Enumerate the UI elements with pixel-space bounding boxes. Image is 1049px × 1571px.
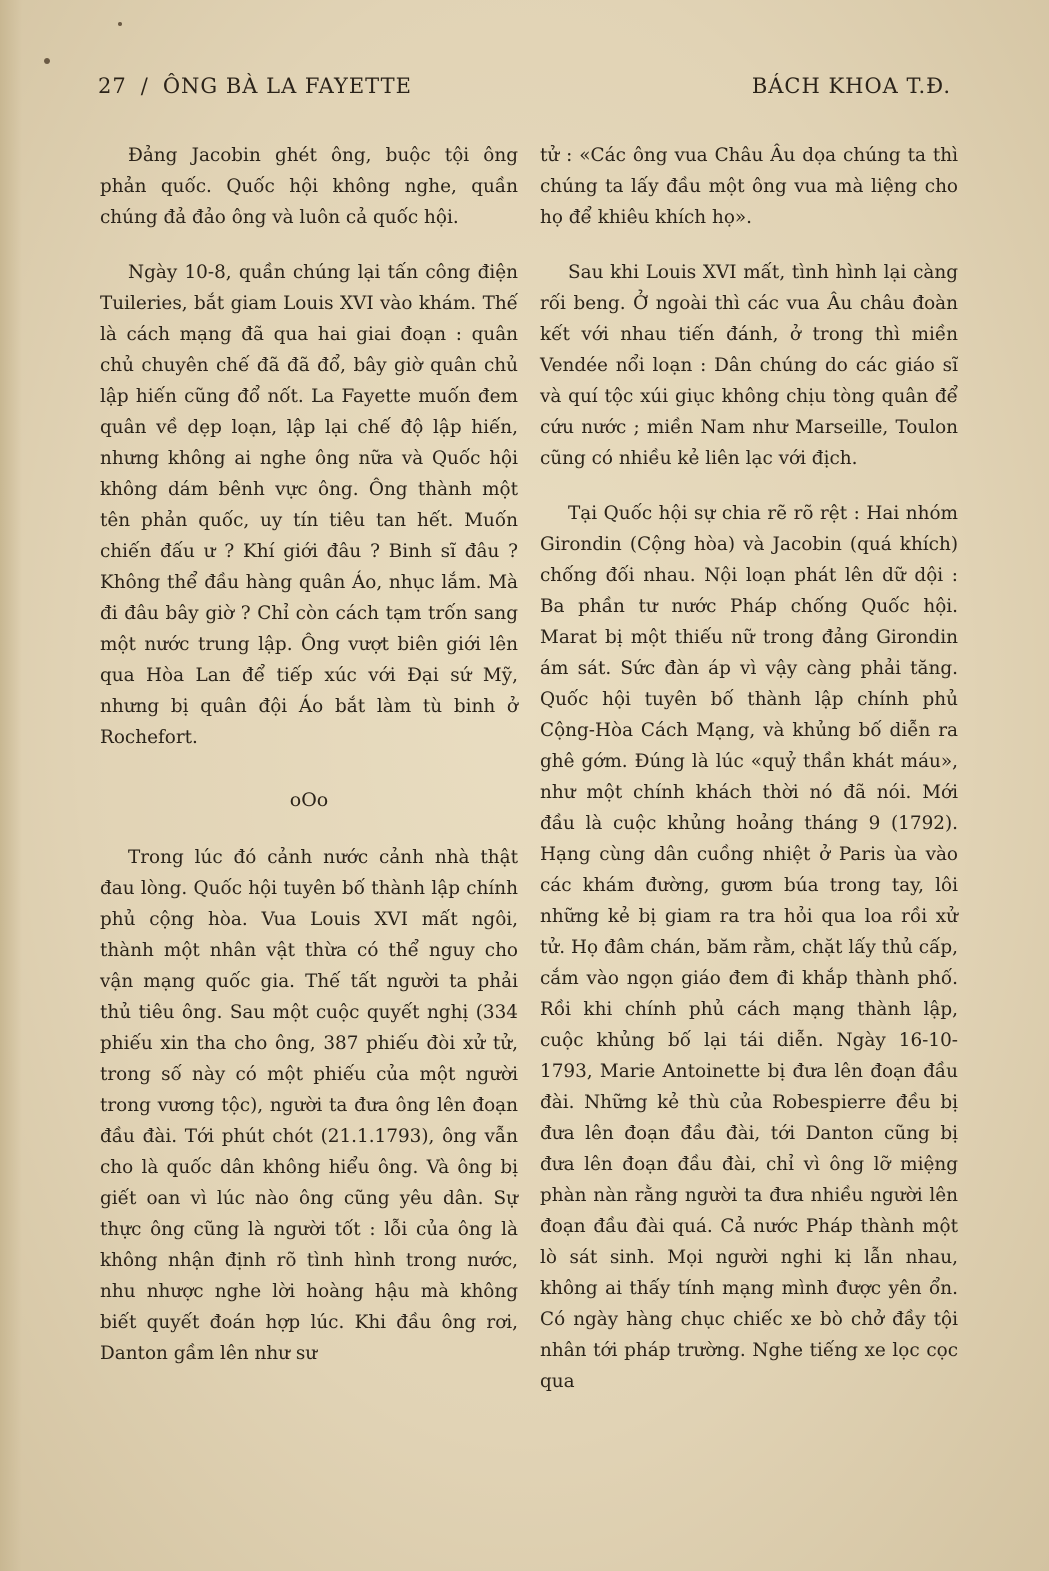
left-column [100, 140, 518, 1369]
paragraph: Trong lúc đó cảnh nước cảnh nhà thật đau lòng. Quốc hội tuyên bố thành lập chính phủ cộng hòa. Vua Louis XVI mất ngôi, thành một nhân vật thừa có thể nguy cho vận mạng quốc gia. Thế tất người ta phải thủ tiêu ông. Sau một cuộc quyết nghị (334 phiếu xin tha cho ông, 387 phiếu đòi xử tử, trong số này có một phiếu của một người trong vương tộc), người ta đưa ông lên đoạn đầu đài. Tới phút chót (21.1.1793), ông vẫn cho là quốc dân không hiểu ông. Và ông bị giết oan vì lúc nào ông cũng yêu dân. Sự thực ông cũng là người tốt : lỗi của ông là không nhận định rõ tình hình trong nước, nhu nhược nghe lời hoàng hậu mà không biết quyết đoán hợp lúc. Khi đầu ông rơi, Danton gầm lên như sư [100, 847, 518, 1364]
paragraph: Ngày 10-8, quần chúng lại tấn công điện Tuileries, bắt giam Louis XVI vào khám. Thế là cách mạng đã qua hai giai đoạn : quân chủ chuyên chế đã đã đổ, bây giờ quân chủ lập hiến cũng đổ nốt. La Fayette muốn đem quân về dẹp loạn, lập lại chế độ lập hiến, nhưng không ai nghe ông nữa và Quốc hội không dám bênh vực ông. Ông thành một tên phản quốc, uy tín tiêu tan hết. Muốn chiến đấu ư ? Khí giới đâu ? Binh sĩ đâu ? Không thể đầu hàng quân Áo, nhục lắm. Mà đi đâu bây giờ ? Chỉ còn cách tạm trốn sang một nước trung lập. Ông vượt biên giới lên qua Hòa Lan để tiếp xúc với Đại sứ Mỹ, nhưng bị quân đội Áo bắt làm tù binh ở Rochefort. [100, 262, 518, 748]
publication-name: BÁCH KHOA T.Đ. [751, 74, 951, 98]
page-spine-shadow [0, 0, 22, 1571]
section-divider: oOo [289, 789, 329, 811]
ink-speck [44, 58, 50, 64]
paragraph: Sau khi Louis XVI mất, tình hình lại càng rối beng. Ở ngoài thì các vua Âu châu đoàn kết với nhau tiến đánh, ở trong thì miền Vendée nổi loạn : Dân chúng do các giáo sĩ và quí tộc xúi giục không chịu tòng quân để cứu nước ; miền Nam như Marseille, Toulon cũng có nhiều kẻ liên lạc với địch. [540, 262, 958, 469]
paragraph: Đảng Jacobin ghét ông, buộc tội ông phản quốc. Quốc hội không nghe, quần chúng đả đảo ông và luôn cả quốc hội. [100, 145, 518, 228]
running-header [98, 74, 951, 110]
header-separator: / [140, 74, 149, 98]
page-number: 27 [98, 74, 127, 98]
section-title: ÔNG BÀ LA FAYETTE [162, 74, 412, 98]
ink-speck [118, 22, 122, 26]
paragraph-continued: tử : «Các ông vua Châu Âu dọa chúng ta thì chúng ta lấy đầu một ông vua mà liệng cho họ để khiêu khích họ». [540, 145, 958, 228]
header-left [98, 74, 412, 98]
paragraph: Tại Quốc hội sự chia rẽ rõ rệt : Hai nhóm Girondin (Cộng hòa) và Jacobin (quá khích) chống đối nhau. Nội loạn phát lên dữ dội : Ba phần tư nước Pháp chống Quốc hội. Marat bị một thiếu nữ trong đảng Girondin ám sát. Sức đàn áp vì vậy càng phải tăng. Quốc hội tuyên bố thành lập chính phủ Cộng-Hòa Cách Mạng, và khủng bố diễn ra ghê gớm. Đúng là lúc «quỷ thần khát máu», như một chính khách thời nó đã nói. Mới đầu là cuộc khủng hoảng tháng 9 (1792). Hạng cùng dân cuồng nhiệt ở Paris ùa vào các khám đường, gươm búa trong tay, lôi những kẻ bị giam ra tra hỏi qua loa rồi xử tử. Họ đâm chán, băm rằm, chặt lấy thủ cấp, cắm vào ngọn giáo đem đi khắp thành phố. Rồi khi chính phủ cách mạng thành lập, cuộc khủng bố lại tái diễn. Ngày 16-10-1793, Marie Antoinette bị đưa lên đoạn đầu đài. Những kẻ thù của Robespierre đều bị đưa lên đoạn đầu đài, tới Danton cũng bị đưa lên đoạn đầu đài, chỉ vì ông lỡ miệng phàn nàn rằng người ta đưa nhiều người lên đoạn đầu đài quá. Cả nước Pháp thành một lò sát sinh. Mọi người nghi kị lẫn nhau, không ai thấy tính mạng mình được yên ổn. Có ngày hàng chục chiếc xe bò chở đầy tội nhân tới pháp trường. Nghe tiếng xe lọc cọc qua [540, 503, 958, 1392]
right-column [540, 140, 958, 1397]
